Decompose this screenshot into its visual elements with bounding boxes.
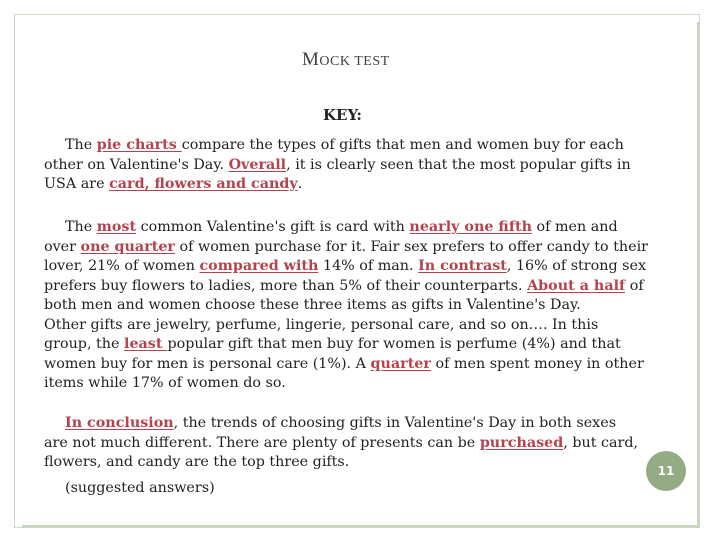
text-line: flowers, and candy are the top three gifts. [44,454,350,470]
text: , the trends of choosing gifts in Valentine's Day in both sexes [173,415,617,431]
text-line [44,238,664,258]
text: , but card, [563,434,639,451]
text: of [625,277,644,294]
text: lover, 21% of women [44,258,200,274]
highlight-most: most [96,219,137,235]
text-line [44,414,664,434]
highlight-purchased: purchased [479,434,564,451]
highlight-card-flowers-candy: card, flowers and candy [109,176,298,192]
highlight-quarter: quarter [370,355,431,372]
text-line: items while 17% of women do so. [44,375,286,391]
text-line: Other gifts are jewelry, perfume, lingerie, personal care, and so on…. In this [44,316,599,333]
text: common Valentine's gift is card with [136,219,410,235]
text: group, the [44,336,125,352]
text: over [44,238,81,255]
text: prefers buy flowers to ladies, more than 5% of their counterparts. [44,277,528,294]
paragraph-intro [44,136,664,195]
highlight-one-quarter: one quarter [80,238,175,255]
key-heading: KEY: [323,106,362,124]
frame-shadow-right [697,22,700,528]
text: popular gift that men buy for women is perfume (4%) and that [167,336,621,352]
text: women buy for men is personal care (1%). A [44,355,371,372]
text-line [44,335,664,355]
slide-title [302,49,390,71]
text: of men spent money in other [430,355,644,372]
text: , 16% of strong sex [506,258,647,274]
text-line [44,277,664,297]
text: of women purchase for it. Fair sex prefers to offer candy to their [174,238,649,255]
highlight-least: least [124,336,168,352]
text: of men and [531,219,618,235]
highlight-about-a-half: About a half [527,277,626,294]
text-line: both men and women choose these three items as gifts in Valentine's Day. [44,297,581,313]
text: The [65,219,97,235]
text: , it is clearly seen that the most popular gifts in [286,156,631,173]
text: are not much different. There are plenty of presents can be [44,434,480,451]
suggested-answers-note: (suggested answers) [65,480,215,496]
paragraph-body [44,218,664,394]
text-line [44,175,664,195]
highlight-in-conclusion: In conclusion [65,415,174,431]
text-line [44,434,664,454]
text: other on Valentine's Day. [44,156,229,173]
text: USA are [44,176,110,192]
text-line [44,218,664,238]
text-line [44,355,664,375]
text: 14% of man. [318,258,419,274]
text: The [65,137,97,153]
highlight-pie-charts: pie charts [96,137,182,153]
title-initial: M [302,49,320,70]
page-number-badge: 11 [646,451,686,491]
frame-shadow-bottom [22,525,700,528]
text-line [44,257,664,277]
highlight-in-contrast: In contrast [418,258,507,274]
text-line [44,156,664,176]
highlight-nearly-one-fifth: nearly one fifth [409,219,532,235]
title-rest: OCK TEST [319,54,390,69]
paragraph-conclusion [44,414,664,473]
text: . [297,176,303,192]
highlight-overall: Overall [228,156,287,173]
text: compare the types of gifts that men and women buy for each [181,137,624,153]
highlight-compared-with: compared with [199,258,319,274]
text-line [44,136,664,156]
